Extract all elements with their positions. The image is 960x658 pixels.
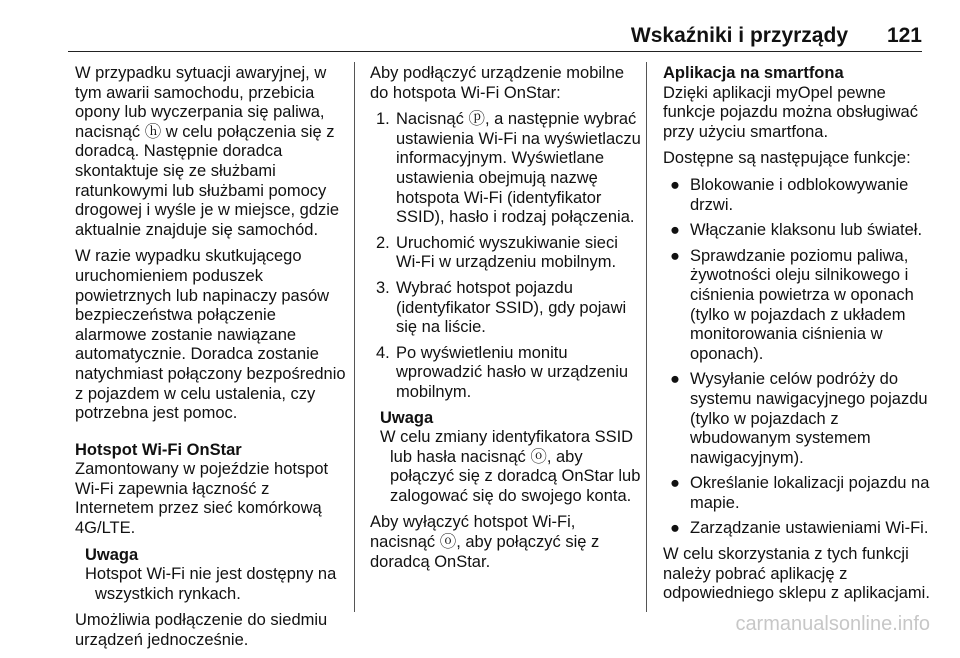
paragraph: Zamontowany w pojeździe hotspot Wi-Fi zapewnia łączność z Internetem przez sieć komórkową 4G/LTE. [75,460,329,538]
note-title: Uwaga [85,545,139,564]
column-2 [370,64,642,579]
column-1 [75,64,347,658]
note-body: Hotspot Wi-Fi nie jest dostępny na wszystkich rynkach. [85,565,337,603]
steps-list [370,110,642,402]
column-3 [663,64,938,611]
list-item: ● Włączanie klaksonu lub świateł. [670,221,923,240]
section-heading: Aplikacja na smartfona [663,64,844,82]
note-box [75,546,347,605]
paragraph: Dzięki aplikacji myOpel pewne funkcje pojazdu można obsługiwać przy użyciu smartfona. [663,83,918,141]
column-divider-2 [646,62,647,612]
paragraph: Dostępne są następujące funkcje: [663,149,911,168]
chapter-title: Wskaźniki i przyrządy [630,24,848,47]
note-title: Uwaga [380,408,434,427]
paragraph: W celu skorzystania z tych funkcji należy pobrać aplikację z odpowiedniego sklepu z aplikacjami. [663,545,930,603]
paragraph: W przypadku sytuacji awaryjnej, w tym awarii samochodu, przebicia opony lub wyczerpania się paliwa, nacisnąć ⓗ w celu połączenia się z doradcą. Następnie doradca skontaktuje się ze służbami ratunkowymi lub służbami pomocy drogowej i wyśle je w miejsce, gdzie aktualnie znajduje się samochód. [75,64,340,239]
page-number: 121 [886,24,922,47]
bullet-icon: ● [670,175,680,194]
paragraph: W razie wypadku skutkującego uruchomieniem poduszek powietrznych lub napinaczy pasów bezpieczeństwa połączenie alarmowe zostanie nawiązane automatycznie. Doradca zostanie natychmiast połączony bezpośrednio z pojazdem w celu ustalenia, czy potrzebna jest pomoc. [75,247,346,423]
bullet-icon: ● [670,246,680,265]
list-item: ● Określanie lokalizacji pojazdu na mapie. [670,474,930,512]
list-item: 2. Uruchomić wyszukiwanie sieci Wi-Fi w urządzeniu mobilnym. [376,233,618,272]
list-item: ● Zarządzanie ustawieniami Wi-Fi. [670,519,929,538]
list-item: 3. Wybrać hotspot pojazdu (identyfikator SSID), gdy pojawi się na liście. [376,278,627,337]
list-item: ● Wysyłanie celów podróży do systemu nawigacyjnego pojazdu (tylko w pojazdach z wbudowanym systemem nawigacyjnym). [670,370,928,467]
list-item: 1. Nacisnąć ⓟ, a następnie wybrać ustawienia Wi-Fi na wyświetlaczu informacyjnym. Wyświetlane ustawienia obejmują nazwę hotspota Wi-Fi (identyfikator SSID), hasło i rodzaj połączenia. [376,110,641,227]
section-heading: Hotspot Wi-Fi OnStar [75,440,242,459]
list-item: 4. Po wyświetleniu monitu wprowadzić hasło w urządzeniu mobilnym. [376,343,629,401]
paragraph: Aby wyłączyć hotspot Wi-Fi, nacisnąć ⓞ, aby połączyć się z doradcą OnStar. [370,513,600,571]
bullet-icon: ● [670,519,680,538]
list-item: ● Sprawdzanie poziomu paliwa, żywotności oleju silnikowego i ciśnienia powietrza w oponach (tylko w pojazdach z układem monitorowania ciśnienia w oponach). [670,246,914,363]
list-item: ● Blokowanie i odblokowywanie drzwi. [670,175,909,214]
page-header [68,24,922,48]
note-body: W celu zmiany identyfikatora SSID lub hasła nacisnąć ⓞ, aby połączyć się z doradcą OnStar lub zalogować się do swojego konta. [380,428,641,505]
bullet-icon: ● [670,221,680,240]
watermark: carmanualsonline.info [735,613,930,635]
features-list [663,176,938,539]
paragraph: Umożliwia podłączenie do siedmiu urządzeń jednocześnie. [75,611,328,650]
header-rule [68,51,922,52]
column-divider-1 [354,62,355,612]
bullet-icon: ● [670,474,680,493]
note-box [370,409,642,507]
paragraph: Aby podłączyć urządzenie mobilne do hotspota Wi-Fi OnStar: [370,64,625,102]
bullet-icon: ● [670,370,680,389]
